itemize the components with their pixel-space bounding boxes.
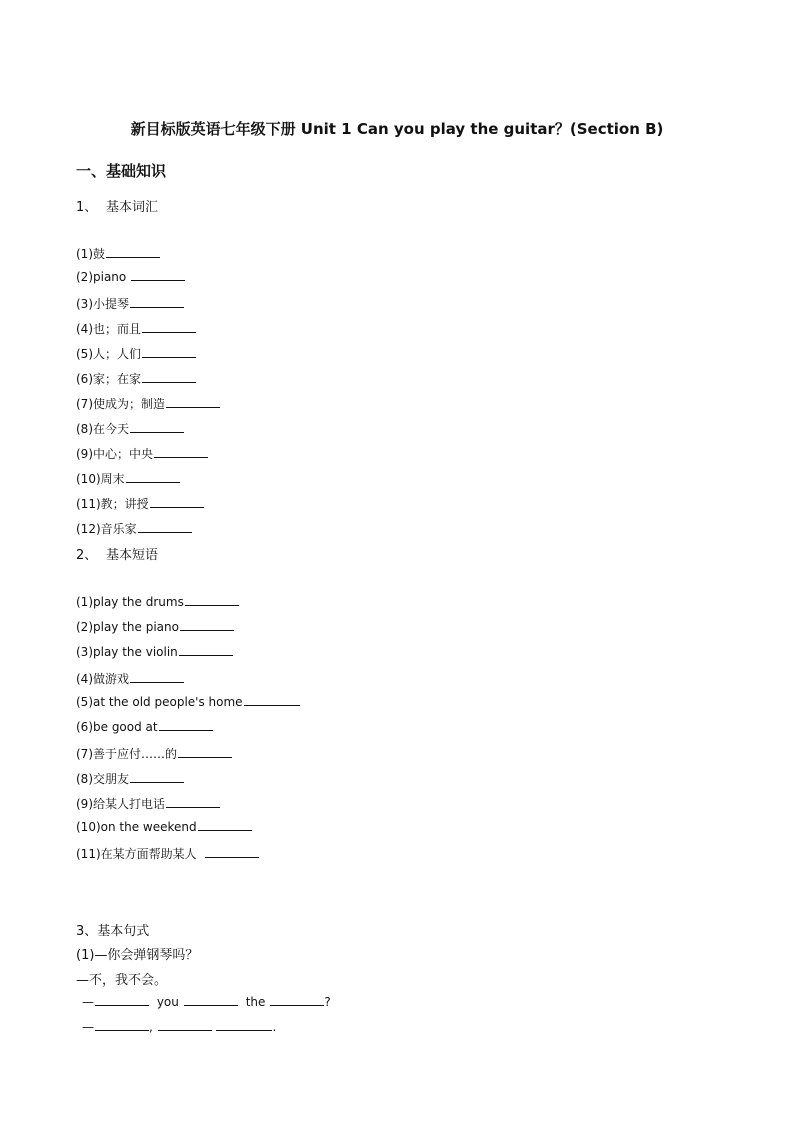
vocab-item xyxy=(76,520,192,537)
phrase-item xyxy=(76,695,300,709)
answer-blank[interactable] xyxy=(179,654,233,656)
vocab-prompt: (2)piano xyxy=(76,270,127,284)
answer-blank[interactable] xyxy=(270,1004,324,1006)
word-the: the xyxy=(245,995,266,1009)
answer-blank[interactable] xyxy=(142,381,196,383)
phrase-prompt: (8)交朋友 xyxy=(76,772,129,786)
answer-1: —不，我不会。 xyxy=(76,973,168,988)
answer-blank[interactable] xyxy=(142,356,196,358)
vocab-prompt: (4)也；而且 xyxy=(76,322,141,336)
part3-heading: 3、基本句式 xyxy=(76,924,150,939)
vocab-prompt: (8)在今天 xyxy=(76,422,129,436)
answer-blank[interactable] xyxy=(106,256,160,258)
answer-blank[interactable] xyxy=(130,681,184,683)
phrase-prompt: (3)play the violin xyxy=(76,645,178,659)
phrase-item xyxy=(76,645,233,659)
vocab-prompt: (11)教；讲授 xyxy=(76,497,149,511)
vocab-item xyxy=(76,295,184,312)
answer-blank[interactable] xyxy=(95,1004,149,1006)
answer-blank[interactable] xyxy=(178,756,232,758)
word-you: you xyxy=(156,995,179,1009)
part2-label: 基本短语 xyxy=(106,548,159,563)
vocab-prompt: (1)鼓 xyxy=(76,247,105,261)
answer-blank[interactable] xyxy=(95,1029,149,1031)
part1-heading xyxy=(76,196,158,215)
vocab-item xyxy=(76,370,196,387)
comma: , xyxy=(149,1020,153,1034)
page-title: 新目标版英语七年级下册 Unit 1 Can you play the guitar？(Section B) xyxy=(130,120,664,138)
period: . xyxy=(272,1020,277,1034)
phrase-prompt: (11)在某方面帮助某人 xyxy=(76,847,197,861)
answer-blank[interactable] xyxy=(131,279,185,281)
answer-blank[interactable] xyxy=(216,1029,272,1031)
vocab-item xyxy=(76,495,204,512)
vocab-prompt: (9)中心；中央 xyxy=(76,447,153,461)
dialog-line-1 xyxy=(82,995,331,1009)
phrase-item xyxy=(76,595,239,609)
phrase-prompt: (10)on the weekend xyxy=(76,820,197,834)
phrase-prompt: (4)做游戏 xyxy=(76,672,129,686)
part1-number: 1、 xyxy=(76,200,98,215)
answer-blank[interactable] xyxy=(166,806,220,808)
phrase-item xyxy=(76,720,213,734)
vocab-item xyxy=(76,245,160,262)
answer-blank[interactable] xyxy=(166,406,220,408)
answer-blank[interactable] xyxy=(130,306,184,308)
phrase-prompt: (9)给某人打电话 xyxy=(76,797,165,811)
answer-blank[interactable] xyxy=(154,456,208,458)
phrase-item xyxy=(76,820,252,834)
phrase-item xyxy=(76,795,220,812)
phrase-prompt: (5)at the old people's home xyxy=(76,695,243,709)
vocab-item xyxy=(76,445,208,462)
question-1: (1)—你会弹钢琴吗？ xyxy=(76,948,199,963)
answer-blank[interactable] xyxy=(150,506,204,508)
section-heading-basics: 一、基础知识 xyxy=(76,162,167,180)
answer-blank[interactable] xyxy=(130,431,184,433)
part1-label: 基本词汇 xyxy=(106,200,159,215)
vocab-prompt: (12)音乐家 xyxy=(76,522,137,536)
dash: — xyxy=(82,1020,94,1034)
vocab-item xyxy=(76,345,196,362)
answer-blank[interactable] xyxy=(126,481,180,483)
question-mark: ? xyxy=(324,995,331,1009)
vocab-item xyxy=(76,320,196,337)
vocab-prompt: (5)人；人们 xyxy=(76,347,141,361)
phrase-item xyxy=(76,770,184,787)
phrase-item xyxy=(76,845,259,862)
answer-blank[interactable] xyxy=(138,531,192,533)
vocab-item xyxy=(76,395,220,412)
phrase-prompt: (7)善于应付……的 xyxy=(76,747,177,761)
part2-number: 2、 xyxy=(76,548,98,563)
answer-blank[interactable] xyxy=(185,604,239,606)
phrase-prompt: (1)play the drums xyxy=(76,595,184,609)
answer-blank[interactable] xyxy=(130,781,184,783)
answer-blank[interactable] xyxy=(142,331,196,333)
answer-blank[interactable] xyxy=(159,729,213,731)
phrase-item xyxy=(76,745,232,762)
vocab-item xyxy=(76,420,184,437)
answer-blank[interactable] xyxy=(158,1029,212,1031)
answer-blank[interactable] xyxy=(184,1004,238,1006)
vocab-item xyxy=(76,270,185,284)
part2-heading xyxy=(76,544,158,563)
answer-blank[interactable] xyxy=(198,829,252,831)
dialog-line-2 xyxy=(82,1020,276,1034)
answer-blank[interactable] xyxy=(180,629,234,631)
dash: — xyxy=(82,995,94,1009)
vocab-prompt: (10)周末 xyxy=(76,472,125,486)
vocab-prompt: (7)使成为；制造 xyxy=(76,397,165,411)
vocab-item xyxy=(76,470,180,487)
vocab-prompt: (3)小提琴 xyxy=(76,297,129,311)
vocab-prompt: (6)家；在家 xyxy=(76,372,141,386)
answer-blank[interactable] xyxy=(205,856,259,858)
phrase-prompt: (6)be good at xyxy=(76,720,158,734)
phrase-item xyxy=(76,670,184,687)
phrase-item xyxy=(76,620,234,634)
phrase-prompt: (2)play the piano xyxy=(76,620,179,634)
answer-blank[interactable] xyxy=(244,704,300,706)
